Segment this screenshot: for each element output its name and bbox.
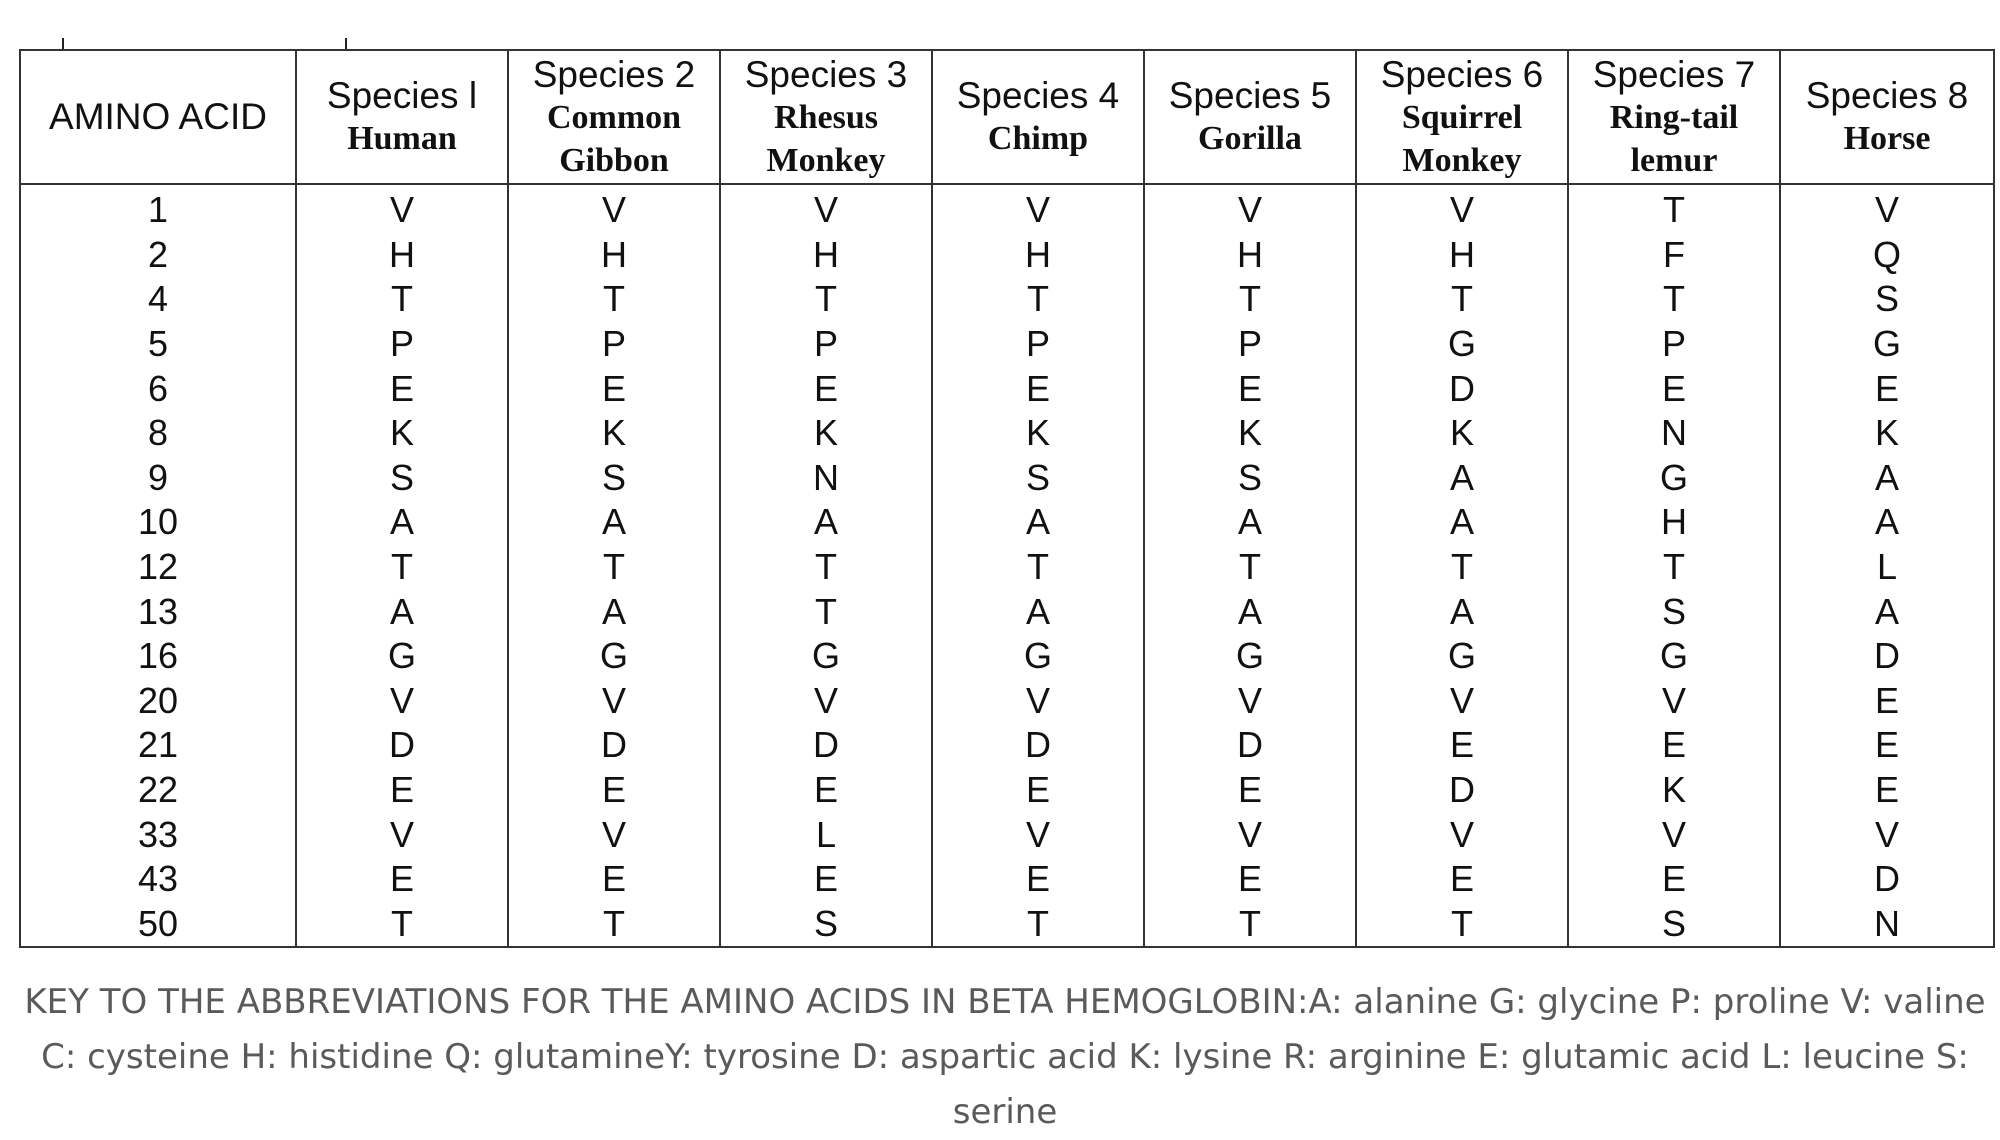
residue-cell: V — [932, 184, 1144, 233]
amino-acid-position: 8 — [20, 411, 296, 456]
residue-cell: T — [720, 277, 932, 322]
table-row — [20, 411, 1994, 456]
residue-cell: T — [296, 277, 508, 322]
table-row — [20, 184, 1994, 233]
residue-cell: K — [1568, 768, 1780, 813]
residue-cell: E — [1780, 723, 1994, 768]
table-row — [20, 456, 1994, 501]
residue-cell: E — [508, 366, 720, 411]
species-name: Chimp — [987, 120, 1089, 157]
residue-cell: S — [932, 456, 1144, 501]
residue-cell: H — [720, 233, 932, 278]
residue-cell: V — [296, 184, 508, 233]
residue-cell: A — [1144, 500, 1356, 545]
table-row — [20, 366, 1994, 411]
residue-cell: E — [1568, 723, 1780, 768]
residue-cell: E — [1568, 366, 1780, 411]
residue-cell: E — [508, 768, 720, 813]
residue-cell: P — [1144, 322, 1356, 367]
amino-acid-position: 13 — [20, 589, 296, 634]
residue-cell: S — [1780, 277, 1994, 322]
table-row — [20, 277, 1994, 322]
residue-cell: T — [1568, 184, 1780, 233]
residue-cell: E — [296, 366, 508, 411]
residue-cell: G — [1780, 322, 1994, 367]
residue-cell: T — [932, 545, 1144, 590]
amino-acid-position: 10 — [20, 500, 296, 545]
residue-cell: T — [1144, 902, 1356, 948]
species-column-header — [1780, 50, 1994, 184]
species-name: Common Gibbon — [546, 98, 682, 179]
table-row — [20, 233, 1994, 278]
residue-cell: A — [932, 500, 1144, 545]
residue-cell: H — [296, 233, 508, 278]
species-number: Species 6 — [1380, 53, 1544, 95]
residue-cell: E — [1780, 679, 1994, 724]
species-column-header — [932, 50, 1144, 184]
residue-cell: E — [1144, 768, 1356, 813]
residue-cell: P — [720, 322, 932, 367]
residue-cell: D — [1144, 723, 1356, 768]
amino-acid-position: 5 — [20, 322, 296, 367]
table-row — [20, 723, 1994, 768]
amino-acid-position: 16 — [20, 634, 296, 679]
residue-cell: A — [1780, 589, 1994, 634]
residue-cell: D — [296, 723, 508, 768]
residue-cell: V — [1568, 679, 1780, 724]
residue-cell: A — [1356, 456, 1568, 501]
residue-cell: V — [508, 679, 720, 724]
table-row — [20, 545, 1994, 590]
residue-cell: E — [932, 366, 1144, 411]
residue-cell: V — [932, 679, 1144, 724]
residue-cell: H — [1356, 233, 1568, 278]
residue-cell: V — [1144, 184, 1356, 233]
residue-cell: E — [1356, 857, 1568, 902]
residue-cell: D — [720, 723, 932, 768]
residue-cell: V — [1780, 812, 1994, 857]
table-body — [20, 184, 1994, 947]
species-column-header — [1568, 50, 1780, 184]
residue-cell: E — [932, 857, 1144, 902]
species-number: Species 4 — [956, 75, 1120, 116]
residue-cell: K — [296, 411, 508, 456]
residue-cell: G — [720, 634, 932, 679]
residue-cell: V — [508, 184, 720, 233]
residue-cell: E — [1780, 366, 1994, 411]
residue-cell: E — [932, 768, 1144, 813]
residue-cell: T — [720, 589, 932, 634]
residue-cell: H — [932, 233, 1144, 278]
residue-cell: N — [1568, 411, 1780, 456]
species-number: Species 2 — [532, 53, 696, 95]
species-number: Species l — [326, 75, 478, 116]
table-row — [20, 500, 1994, 545]
residue-cell: D — [1780, 634, 1994, 679]
residue-cell: A — [1780, 456, 1994, 501]
residue-cell: E — [720, 768, 932, 813]
amino-acid-position: 21 — [20, 723, 296, 768]
amino-acid-comparison-table — [19, 49, 1995, 948]
residue-cell: K — [508, 411, 720, 456]
species-name: Gorilla — [1198, 120, 1302, 157]
amino-acid-position: 4 — [20, 277, 296, 322]
residue-cell: V — [296, 812, 508, 857]
residue-cell: G — [296, 634, 508, 679]
residue-cell: S — [296, 456, 508, 501]
amino-acid-key — [20, 975, 1990, 1140]
species-number: Species 7 — [1592, 53, 1756, 95]
amino-acid-position: 2 — [20, 233, 296, 278]
species-name: Rhesus Monkey — [766, 98, 886, 179]
table-row — [20, 322, 1994, 367]
residue-cell: T — [1568, 545, 1780, 590]
species-column-header — [508, 50, 720, 184]
residue-cell: A — [720, 500, 932, 545]
residue-cell: S — [720, 902, 932, 948]
species-number: Species 5 — [1168, 75, 1332, 116]
residue-cell: K — [932, 411, 1144, 456]
residue-cell: T — [932, 277, 1144, 322]
residue-cell: Q — [1780, 233, 1994, 278]
amino-acid-position: 22 — [20, 768, 296, 813]
residue-cell: E — [1356, 723, 1568, 768]
residue-cell: T — [508, 902, 720, 948]
residue-cell: D — [1356, 366, 1568, 411]
residue-cell: S — [1144, 456, 1356, 501]
amino-acid-comparison-table-container — [19, 49, 1993, 948]
residue-cell: E — [1144, 366, 1356, 411]
residue-cell: G — [1144, 634, 1356, 679]
species-column-header — [1144, 50, 1356, 184]
residue-cell: V — [932, 812, 1144, 857]
residue-cell: V — [1568, 812, 1780, 857]
residue-cell: V — [508, 812, 720, 857]
residue-cell: H — [508, 233, 720, 278]
species-column-header — [1356, 50, 1568, 184]
key-line: KEY TO THE ABBREVIATIONS FOR THE AMINO ACIDS IN BETA HEMOGLOBIN:A: alanine G: glycine P: proline V: valine — [24, 982, 1986, 1022]
table-row — [20, 679, 1994, 724]
residue-cell: E — [296, 768, 508, 813]
residue-cell: P — [296, 322, 508, 367]
residue-cell: P — [932, 322, 1144, 367]
residue-cell: A — [508, 589, 720, 634]
residue-cell: P — [1568, 322, 1780, 367]
residue-cell: P — [508, 322, 720, 367]
residue-cell: E — [720, 366, 932, 411]
amino-acid-header-label: AMINO ACID — [49, 96, 267, 137]
residue-cell: K — [1356, 411, 1568, 456]
residue-cell: D — [932, 723, 1144, 768]
residue-cell: L — [720, 812, 932, 857]
amino-acid-column-header — [20, 50, 296, 184]
residue-cell: V — [1356, 679, 1568, 724]
table-row — [20, 902, 1994, 948]
species-name: Squirrel Monkey — [1401, 98, 1523, 179]
residue-cell: T — [1356, 277, 1568, 322]
species-number: Species 8 — [1805, 75, 1969, 116]
species-column-header — [296, 50, 508, 184]
residue-cell: K — [1144, 411, 1356, 456]
residue-cell: G — [1568, 634, 1780, 679]
residue-cell: T — [1568, 277, 1780, 322]
residue-cell: V — [720, 679, 932, 724]
amino-acid-position: 20 — [20, 679, 296, 724]
residue-cell: N — [1780, 902, 1994, 948]
residue-cell: T — [1144, 545, 1356, 590]
residue-cell: A — [1144, 589, 1356, 634]
residue-cell: K — [1780, 411, 1994, 456]
residue-cell: T — [1144, 277, 1356, 322]
residue-cell: G — [1356, 322, 1568, 367]
table-row — [20, 857, 1994, 902]
residue-cell: G — [1356, 634, 1568, 679]
amino-acid-position: 6 — [20, 366, 296, 411]
residue-cell: K — [720, 411, 932, 456]
residue-cell: E — [1780, 768, 1994, 813]
table-row — [20, 768, 1994, 813]
residue-cell: T — [296, 902, 508, 948]
species-name: Human — [347, 120, 457, 157]
residue-cell: V — [1144, 812, 1356, 857]
residue-cell: A — [296, 589, 508, 634]
residue-cell: V — [1356, 812, 1568, 857]
residue-cell: T — [508, 545, 720, 590]
residue-cell: L — [1780, 545, 1994, 590]
residue-cell: E — [296, 857, 508, 902]
residue-cell: A — [932, 589, 1144, 634]
residue-cell: V — [296, 679, 508, 724]
residue-cell: H — [1144, 233, 1356, 278]
amino-acid-position: 1 — [20, 184, 296, 233]
residue-cell: E — [720, 857, 932, 902]
table-row — [20, 634, 1994, 679]
residue-cell: A — [508, 500, 720, 545]
residue-cell: V — [720, 184, 932, 233]
key-line: C: cysteine H: histidine Q: glutamineY: tyrosine D: aspartic acid K: lysine R: arginine E: glutamic acid L: leucine S: — [41, 1037, 1969, 1077]
residue-cell: A — [296, 500, 508, 545]
residue-cell: V — [1780, 184, 1994, 233]
table-header-row — [20, 50, 1994, 184]
residue-cell: D — [1356, 768, 1568, 813]
residue-cell: V — [1144, 679, 1356, 724]
table-row — [20, 589, 1994, 634]
residue-cell: A — [1356, 500, 1568, 545]
residue-cell: E — [1568, 857, 1780, 902]
residue-cell: E — [1144, 857, 1356, 902]
residue-cell: D — [1780, 857, 1994, 902]
residue-cell: T — [720, 545, 932, 590]
residue-cell: T — [1356, 545, 1568, 590]
residue-cell: S — [508, 456, 720, 501]
key-line: serine — [952, 1092, 1058, 1132]
residue-cell: T — [1356, 902, 1568, 948]
residue-cell: G — [1568, 456, 1780, 501]
amino-acid-position: 12 — [20, 545, 296, 590]
amino-acid-position: 50 — [20, 902, 296, 948]
residue-cell: T — [508, 277, 720, 322]
residue-cell: F — [1568, 233, 1780, 278]
species-name: Ring-tail lemur — [1609, 98, 1739, 179]
residue-cell: A — [1780, 500, 1994, 545]
residue-cell: E — [508, 857, 720, 902]
amino-acid-position: 33 — [20, 812, 296, 857]
species-name: Horse — [1843, 120, 1931, 157]
residue-cell: G — [932, 634, 1144, 679]
residue-cell: S — [1568, 902, 1780, 948]
residue-cell: N — [720, 456, 932, 501]
residue-cell: T — [932, 902, 1144, 948]
amino-acid-position: 9 — [20, 456, 296, 501]
residue-cell: V — [1356, 184, 1568, 233]
species-column-header — [720, 50, 932, 184]
species-number: Species 3 — [744, 53, 908, 95]
residue-cell: D — [508, 723, 720, 768]
amino-acid-position: 43 — [20, 857, 296, 902]
residue-cell: H — [1568, 500, 1780, 545]
residue-cell: G — [508, 634, 720, 679]
residue-cell: A — [1356, 589, 1568, 634]
residue-cell: S — [1568, 589, 1780, 634]
residue-cell: T — [296, 545, 508, 590]
table-row — [20, 812, 1994, 857]
